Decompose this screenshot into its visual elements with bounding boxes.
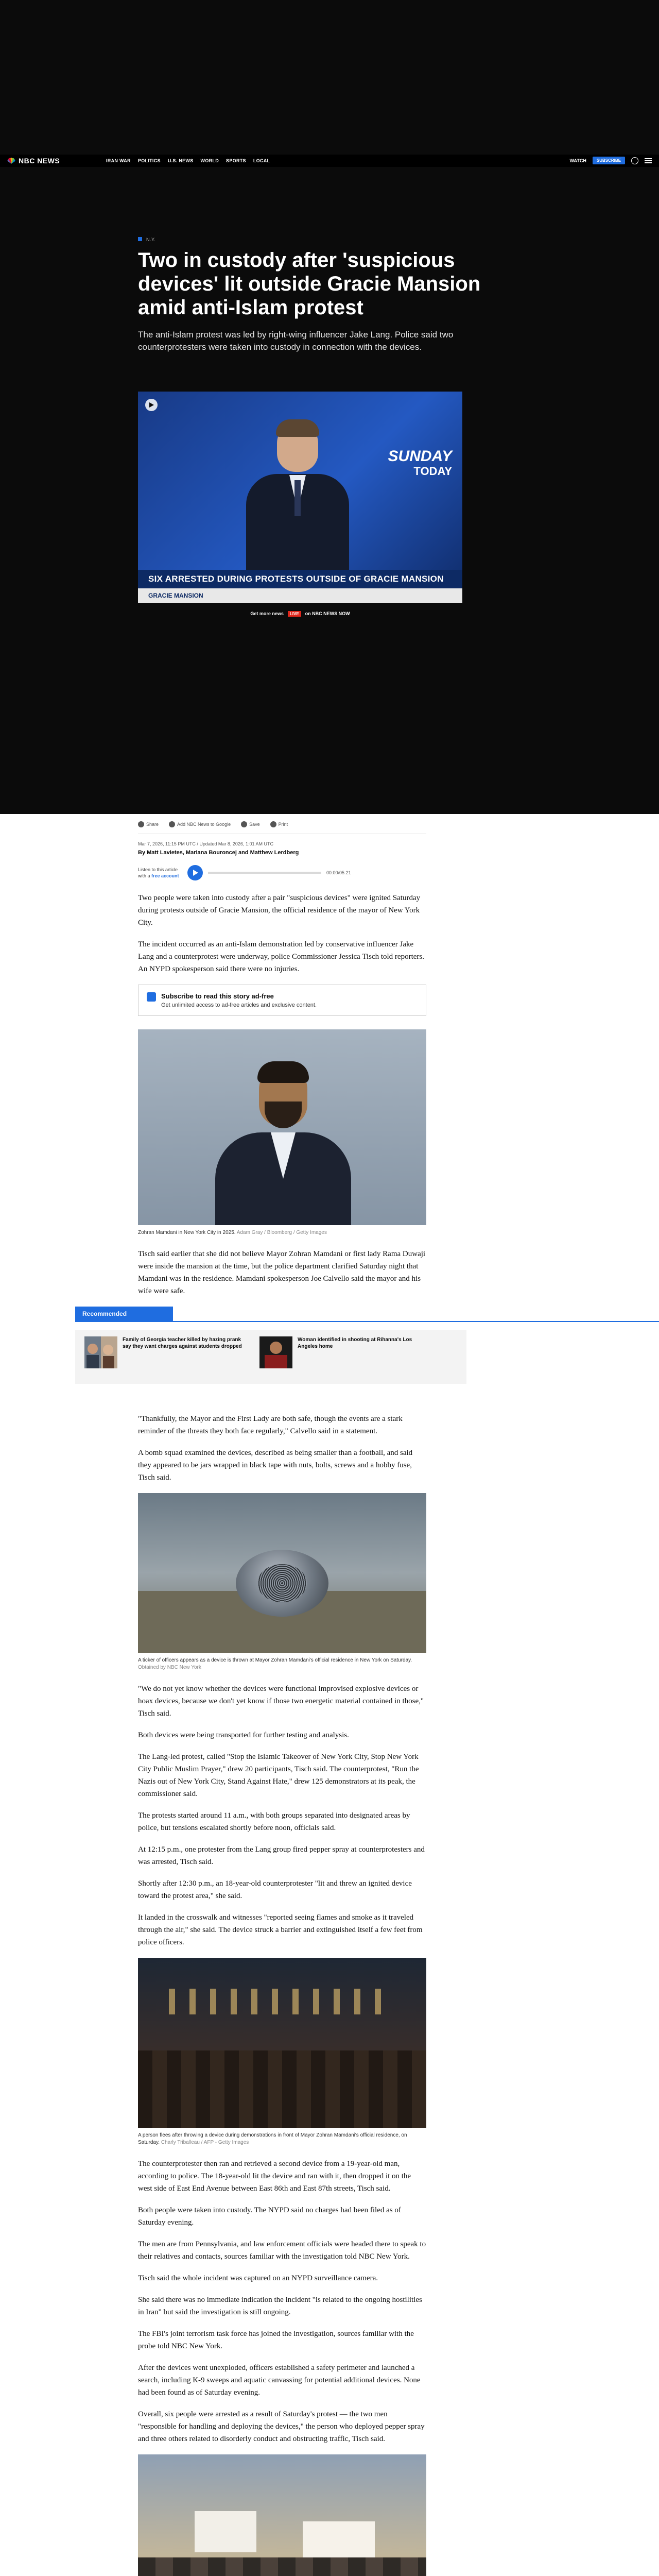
- save-button[interactable]: [241, 821, 260, 827]
- byline[interactable]: By Matt Lavietes, Mariana Bouroncej and Matthew Lerdberg: [138, 850, 299, 856]
- watch-link[interactable]: WATCH: [569, 158, 586, 163]
- print-button[interactable]: [270, 821, 288, 827]
- nav-item[interactable]: POLITICS: [137, 158, 161, 163]
- print-label: Print: [278, 822, 288, 827]
- video-chyron-sub: [138, 588, 462, 603]
- nbc-select-icon: [147, 992, 156, 1002]
- paragraph: After the devices went unexploded, officers established a safety perimeter and launched a search, including K-9 sweeps and aquatic canvassing for potential additional devices. None had been found as of Saturday evening.: [138, 2364, 421, 2397]
- caption-text: A person flees after throwing a device during demonstrations in front of Mayor Zohran Mamdani's official residence, on Saturday.: [138, 2132, 407, 2145]
- paragraph: It landed in the crosswalk and witnesses "reported seeing flames and smoke as it traveled through the air," she said. The device struck a barrier and extinguished itself a few feet from police officers.: [138, 1913, 423, 1946]
- caption-text: Zohran Mamdani in New York City in 2025.: [138, 1230, 236, 1235]
- recommended-item[interactable]: [84, 1336, 249, 1378]
- chyron-text: SIX ARRESTED DURING PROTESTS OUTSIDE OF GRACIE MANSION: [148, 574, 444, 584]
- figure-caption: [138, 1653, 426, 1671]
- audio-progress-track[interactable]: [208, 872, 321, 874]
- google-icon: [169, 821, 175, 827]
- paragraph: Shortly after 12:30 p.m., an 18-year-old counterprotester "lit and threw an ignited device toward the protest area," she said.: [138, 1879, 412, 1900]
- share-label: Share: [146, 822, 159, 827]
- subscribe-card-title: Subscribe to read this story ad-free: [161, 992, 274, 1000]
- audio-time: 00:00/05:21: [326, 870, 351, 875]
- save-label: Save: [249, 822, 260, 827]
- recommended-label: Recommended: [75, 1307, 173, 1321]
- figure-video: [138, 1958, 426, 2146]
- subscribe-card[interactable]: [138, 985, 426, 1016]
- audio-player: [138, 865, 426, 892]
- caption-credit: Obtained by NBC New York: [138, 1665, 201, 1670]
- embedded-video[interactable]: [138, 1958, 426, 2128]
- photo-device: [138, 1493, 426, 1653]
- paragraph: The protests started around 11 a.m., with both groups separated into designated areas by police, but tensions escalated shortly before noon, officials said.: [138, 1811, 410, 1832]
- share-icon: [138, 821, 144, 827]
- paragraph: "We do not yet know whether the devices were functional improvised explosive devices or hoax devices, because we don't yet know if those two energetic material contained in those," Tisch said.: [138, 1685, 424, 1718]
- paragraph: The FBI's joint terrorism task force has joined the investigation, sources familiar with the probe told NBC New York.: [138, 2330, 414, 2350]
- figure-protest: [138, 2454, 426, 2576]
- logo-text: NBC NEWS: [19, 157, 60, 165]
- article-headline: Two in custody after 'suspicious devices' lit outside Gracie Mansion amid anti-Islam protest: [138, 249, 481, 319]
- paragraph: The incident occurred as an anti-Islam demonstration led by conservative influencer Jake Lang and a counterprotest were underway, police Commissioner Jessica Tisch told reporters. An NYPD spokesperson said there were no injuries.: [138, 940, 424, 973]
- audio-account-link[interactable]: free account: [151, 873, 179, 878]
- figure-caption: [138, 2128, 426, 2146]
- print-icon: [270, 821, 276, 827]
- nav-item[interactable]: SPORTS: [226, 158, 246, 163]
- paragraph: Both devices were being transported for further testing and analysis.: [138, 1731, 349, 1739]
- promo-text: Get more news: [250, 611, 284, 616]
- caption-text: A ticker of officers appears as a device is thrown at Mayor Zohran Mamdani's official residence in New York on Saturday.: [138, 1657, 412, 1663]
- nav-menu: [106, 158, 270, 163]
- paragraph: She said there was no immediate indication the incident "is related to the ongoing hostilities in Iran" but said the investigation is still ongoing.: [138, 2296, 422, 2316]
- paragraph: The Lang-led protest, called "Stop the Islamic Takeover of New York City, Stop New York City Public Muslim Prayer," drew 20 participants, Tisch said. The counterprotest, "Run the Nazis out of New York City, Stand Against Hate," drew 125 demonstrators at its peak, the commissioner said.: [138, 1753, 419, 1798]
- paragraph: Tisch said the whole incident was captured on an NYPD surveillance camera.: [138, 2274, 378, 2282]
- hero-section: [0, 0, 659, 814]
- article-body: [0, 814, 659, 2576]
- google-button[interactable]: [169, 821, 231, 827]
- peacock-icon: [7, 157, 15, 164]
- paragraph: Tisch said earlier that she did not believe Mayor Zohran Mamdani or first lady Rama Duwaji were inside the mansion at the time, but the police department clarified Saturday night that Mamdani was in the residence. Mamdani spokesperson Joe Calvello said the mayor and his wife were safe.: [138, 1250, 426, 1295]
- paragraph: Two people were taken into custody after a pair "suspicious devices" were ignited Saturday during protests outside of Gracie Mansion, the official residence of the mayor of New York City.: [138, 894, 421, 927]
- share-bar: [138, 814, 426, 834]
- hero-video[interactable]: [138, 392, 462, 603]
- recommended-item[interactable]: [259, 1336, 424, 1378]
- caption-credit: Adam Gray / Bloomberg / Getty Images: [236, 1230, 327, 1235]
- nav-item[interactable]: WORLD: [200, 158, 219, 163]
- account-icon[interactable]: [631, 157, 638, 164]
- news-now-promo[interactable]: [138, 608, 462, 619]
- recommended-title: Family of Georgia teacher killed by hazing prank say they want charges against students dropped: [123, 1337, 242, 1349]
- figure-mamdani: [138, 1029, 426, 1236]
- headline-block: [138, 237, 529, 353]
- top-navigation: [0, 155, 659, 167]
- bookmark-icon: [241, 821, 247, 827]
- article-dek: The anti-Islam protest was led by right-wing influencer Jake Lang. Police said two counterprotesters were taken into custody in connection with the devices.: [138, 330, 454, 352]
- promo-tail: on NBC NEWS NOW: [305, 611, 350, 616]
- recommended-thumbnail: [259, 1336, 292, 1368]
- kicker-label: N.Y.: [146, 237, 156, 242]
- recommended-title: Woman identified in shooting at Rihanna's Los Angeles home: [298, 1337, 412, 1349]
- subscribe-button[interactable]: SUBSCRIBE: [593, 157, 625, 164]
- dateline: Mar 7, 2026, 11:15 PM UTC / Updated Mar 8, 2026, 1:01 AM UTC: [138, 841, 273, 846]
- paragraph: "Thankfully, the Mayor and the First Lady are both safe, though the events are a stark reminder of the threats they both face regularly," Calvello said in a statement.: [138, 1415, 403, 1435]
- play-icon[interactable]: [145, 399, 158, 411]
- paragraph: Both people were taken into custody. The NYPD said no charges had been filed as of Saturday evening.: [138, 2206, 401, 2227]
- video-subject: [246, 417, 349, 582]
- show-logo-line2: TODAY: [413, 465, 452, 478]
- paragraph: At 12:15 p.m., one protester from the Lang group fired pepper spray at counterprotesters and was arrested, Tisch said.: [138, 1845, 425, 1866]
- nav-item[interactable]: U.S. NEWS: [167, 158, 194, 163]
- nav-item[interactable]: LOCAL: [253, 158, 270, 163]
- show-logo: [385, 448, 452, 489]
- video-chyron: [138, 570, 462, 588]
- paragraph: A bomb squad examined the devices, described as being smaller than a football, and said they appeared to be jars wrapped in black tape with nuts, bolts, screws and a hobby fuse, Tisch said.: [138, 1449, 413, 1482]
- nbc-news-logo[interactable]: [7, 157, 60, 165]
- photo-mamdani: [138, 1029, 426, 1225]
- paragraph: Overall, six people were arrested as a result of Saturday's protest — the two men "responsible for handling and deploying the devices," the person who deployed pepper spray and three others related to disorderly conduct and obstructing traffic, Tisch said.: [138, 2410, 425, 2443]
- paragraph: The men are from Pennsylvania, and law enforcement officials were headed there to speak to their relatives and contacts, sources familiar with the investigation told NBC New York.: [138, 2240, 426, 2261]
- caption-credit: Charly Triballeau / AFP - Getty Images: [161, 2140, 249, 2145]
- photo-protest: [138, 2454, 426, 2576]
- subscribe-card-text: Get unlimited access to ad-free articles and exclusive content.: [161, 1002, 317, 1008]
- audio-label-text: Listen to this article with a: [138, 867, 178, 878]
- google-label: Add NBC News to Google: [177, 822, 231, 827]
- section-kicker[interactable]: [138, 237, 529, 242]
- nav-actions: [570, 157, 652, 164]
- figure-caption: [138, 1225, 426, 1236]
- audio-label: [138, 867, 182, 879]
- show-logo-line1: SUNDAY: [388, 448, 452, 465]
- kicker-marker-icon: [138, 237, 142, 241]
- nav-item[interactable]: IRAN WAR: [106, 158, 131, 163]
- recommended-module: [0, 1307, 659, 1399]
- recommended-divider: [75, 1321, 659, 1322]
- paragraph: The counterprotester then ran and retrieved a second device from a 19-year-old man, according to police. The 18-year-old lit the device and ran with it, then dropped it on the west side of East End Avenue between East 86th and East 87th streets, Tisch said.: [138, 2160, 411, 2193]
- menu-icon[interactable]: [645, 158, 652, 163]
- chyron-sub-text: GRACIE MANSION: [148, 592, 203, 599]
- recommended-thumbnail: [84, 1336, 117, 1368]
- share-button[interactable]: [138, 821, 159, 827]
- figure-device: [138, 1493, 426, 1671]
- live-badge: LIVE: [288, 611, 301, 617]
- recommended-cards: [75, 1330, 466, 1384]
- audio-play-icon[interactable]: [187, 865, 203, 880]
